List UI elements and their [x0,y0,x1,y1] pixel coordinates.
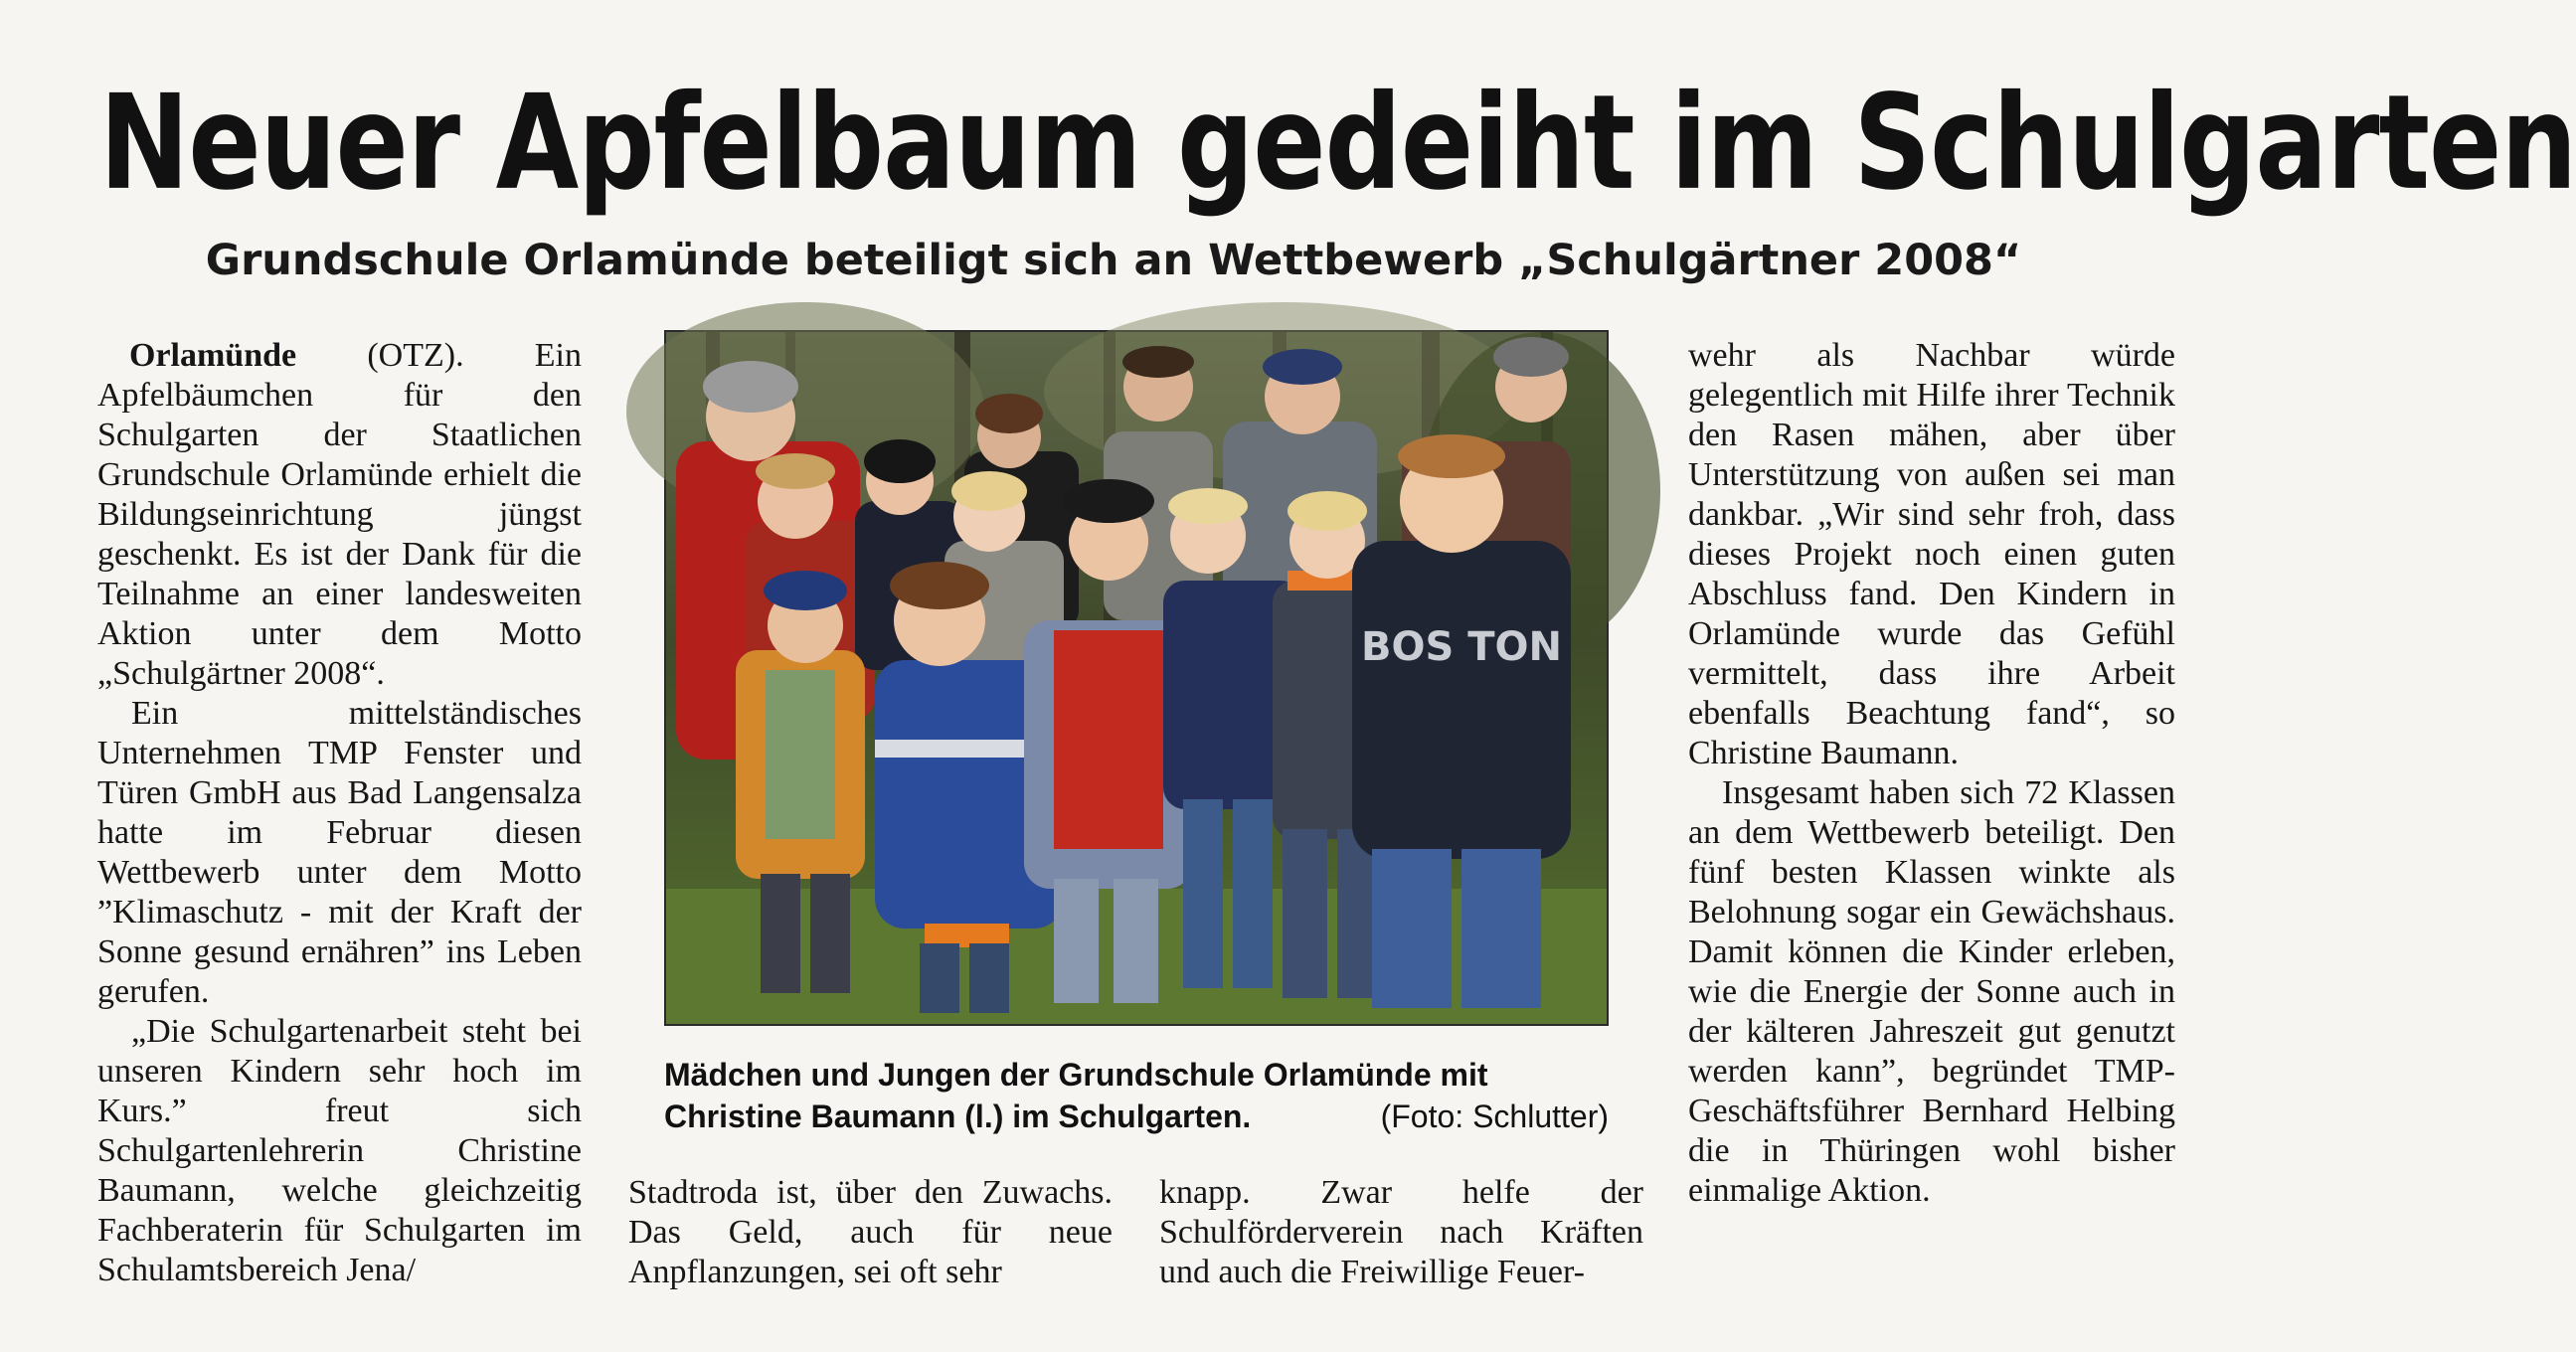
article-subheadline: Grundschule Orlamünde beteiligt sich an Wettbewerb „Schulgärtner 2008“ [205,236,2022,285]
article-paragraph: „Die Schulgartenarbeit steht bei unseren Kindern sehr hoch im Kurs.” freut sich Schulgartenlehrerin Christine Baumann, welche gleichzeitig Fachberaterin für Schulgarten im Schulamtsbereich Jena/ [97,1013,582,1288]
article-paragraph [97,336,582,694]
article-column-middle-b [1159,1173,1643,1302]
caption-line-2: Christine Baumann (l.) im Schulgarten. [664,1098,1252,1134]
article-column-middle-a [628,1173,1113,1302]
article-photo [664,330,1609,1026]
photo-credit: (Foto: Schlutter) [1380,1098,1609,1134]
article-paragraph: Insgesamt haben sich 72 Klassen an dem Wettbewerb beteiligt. Den fünf besten Klassen winkte als Belohnung sogar ein Gewächshaus. Damit können die Kinder erleben, wie die Energie der Sonne auch in der kälteren Jahreszeit gut genutzt werden kann”, begründet TMP-Geschäftsführer Bernhard Helbing die in Thüringen wohl bisher einmalige Aktion. [1688,774,2175,1209]
article-paragraph: Stadtroda ist, über den Zuwachs. Das Geld, auch für neue Anpflanzungen, sei oft sehr [628,1174,1113,1290]
article-column-left [97,336,582,1300]
article-dateline: Orlamünde [129,337,297,374]
article-paragraph: knapp. Zwar helfe der Schulförderverein nach Kräften und auch die Freiwillige Feuer- [1159,1174,1643,1290]
photo-caption [664,1054,1609,1153]
article-column-right [1688,336,2175,1300]
paragraph-text: (OTZ). Ein Apfelbäumchen für den Schulgarten der Staatlichen Grundschule Orlamünde erhielt die Bildungseinrichtung jüngst geschenkt. Es ist der Dank für die Teilnahme an einer landesweiten Aktion unter dem Motto „Schulgärtner 2008“. [97,337,583,692]
article-paragraph: wehr als Nachbar würde gelegentlich mit Hilfe ihrer Technik den Rasen mähen, aber über Unterstützung von außen sei man dankbar. „Wir sind sehr froh, dass dieses Projekt noch einen guten Abschluss fand. Den Kindern in Orlamünde wurde das Gefühl vermittelt, dass ihre Arbeit ebenfalls Beachtung fand“, so Christine Baumann. [1688,337,2175,771]
article-paragraph: Ein mittelständisches Unternehmen TMP Fenster und Türen GmbH aus Bad Langensalza hatte im Februar diesen Wettbewerb unter dem Motto ”Klimaschutz - mit der Kraft der Sonne gesund ernähren” ins Leben gerufen. [97,695,582,1010]
group-photo-illustration [666,332,1607,1024]
shirt-text: BOS TON [1361,624,1562,670]
article-headline: Neuer Apfelbaum gedeiht im Schulgarten [99,68,2576,220]
caption-line-1: Mädchen und Jungen der Grundschule Orlamünde mit [664,1057,1488,1093]
